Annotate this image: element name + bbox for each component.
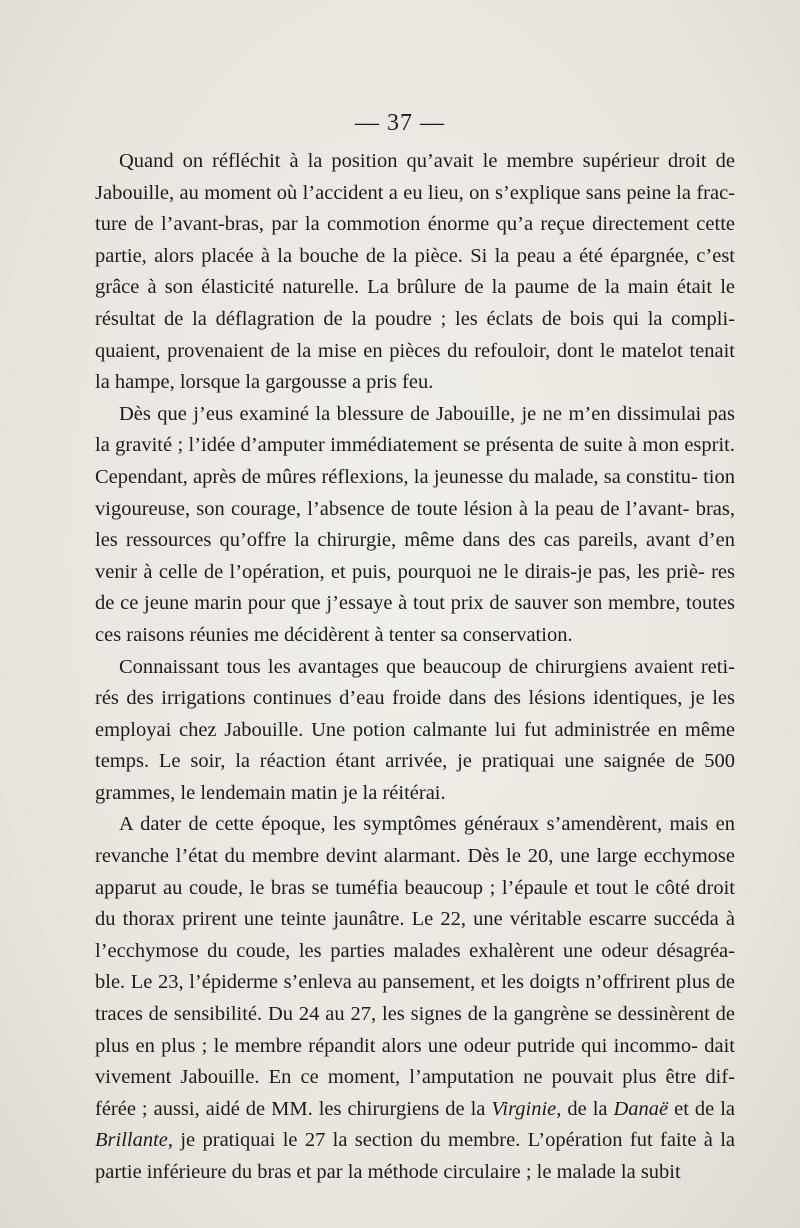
ship-name-virginie: Virginie [491,1097,557,1120]
page-number: — 37 — [355,110,445,136]
body-text [95,146,735,1189]
paragraph-3: Connaissant tous les avantages que beaucoup de chirurgiens avaient reti- rés des irrigations continues d’eau froide dans des lésions identiques, je les employai chez Jabouille. Une potion calmante lui fut administrée en même temps. Le soir, la réaction étant arrivée, je pratiquai une saignée de 500 grammes, le lendemain matin je la réitérai. [95,655,735,804]
ship-name-danae: Danaë [613,1097,669,1120]
paragraph-4-tail: , je pratiquai le 27 la section du membre. L’opération fut faite à la partie inférieure du bras et par la méthode circulaire ; le malade la subit [95,1129,735,1183]
paragraph-2: Dès que j’eus examiné la blessure de Jabouille, je ne m’en dissimulai pas la gravité ; l’idée d’amputer immédiatement se présenta de suite à mon esprit. Cependant, après de mûres réflexions, la jeunesse du malade, sa constitu- tion vigoureuse, son courage, l’absence de toute lésion à la peau de l’avant- bras, les ressources qu’offre la chirurgie, même dans des cas pareils, avant d’en venir à celle de l’opération, et puis, pourquoi ne le dirais-je pas, les priè- res de ce jeune marin pour que j’essaye à tout prix de sauver son membre, toutes ces raisons réunies me décidèrent à tenter sa conservation. [95,402,735,646]
paragraph-4-mid1: , de la [556,1097,608,1120]
paragraph-4-mid2: et de la [674,1097,736,1120]
paragraph-4 [95,809,735,1188]
paragraph-1: Quand on réfléchit à la position qu’avait le membre supérieur droit de Jabouille, au moment où l’accident a eu lieu, on s’explique sans peine la frac- ture de l’avant-bras, par la commotion énorme qu’a reçue directement cette partie, alors placée à la bouche de la pièce. Si la peau a été épargnée, c’est grâce à son élasticité naturelle. La brûlure de la paume de la main était le résultat de la déflagration de la poudre ; les éclats de bois qui la compli- quaient, provenaient de la mise en pièces du refouloir, dont le matelot tenait la hampe, lorsque la gargousse a pris feu. [95,150,735,394]
ship-name-brillante: Brillante [95,1129,168,1152]
paragraph-4-text: A dater de cette époque, les symptômes généraux s’amendèrent, mais en revanche l’état du membre devint alarmant. Dès le 20, une large ecchymose apparut au coude, le bras se tuméfia beaucoup ; l’épaule et tout le côté droit du thorax prirent une teinte jaunâtre. Le 22, une véritable escarre succéda à l’ecchymose du coude, les parties malades exhalèrent une odeur désagréa- ble. Le 23, l’épiderme s’enleva au pansement, et les doigts n’offrirent plus de traces de sensibilité. Du 24 au 27, les signes de la gangrène se dessinèrent de plus en plus ; le membre répandit alors une odeur putride qui incommo- dait vivement Jabouille. En ce moment, l’amputation ne pouvait plus être dif- férée ; aussi, aidé de MM. les chirurgiens de la [95,813,735,1120]
